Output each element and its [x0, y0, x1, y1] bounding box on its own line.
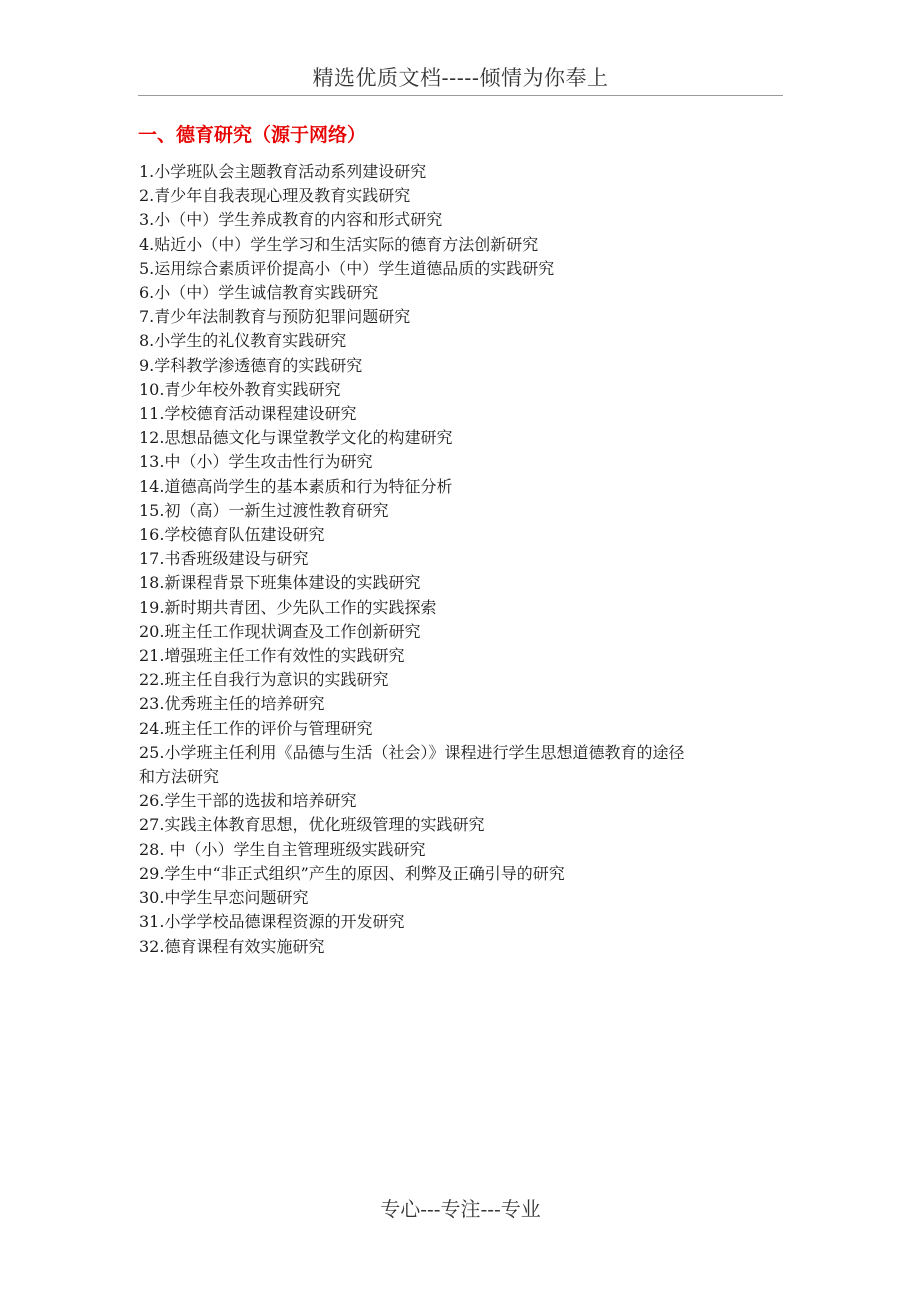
- list-item: 21.增强班主任工作有效性的实践研究: [139, 646, 405, 666]
- list-item: 10.青少年校外教育实践研究: [139, 379, 341, 399]
- topic-list: [139, 160, 789, 959]
- list-item: 15.初（高）一新生过渡性教育研究: [139, 500, 389, 520]
- page-footer: 专心---专注---专业: [380, 1197, 541, 1221]
- list-item: 13.中（小）学生攻击性行为研究: [139, 452, 373, 472]
- list-item: 32.德育课程有效实施研究: [139, 936, 325, 956]
- list-item: 31.小学学校品德课程资源的开发研究: [139, 912, 405, 932]
- list-item: 17.书香班级建设与研究: [139, 549, 309, 569]
- list-item: 5.运用综合素质评价提高小（中）学生道德品质的实践研究: [139, 258, 555, 278]
- list-item: 3.小（中）学生养成教育的内容和形式研究: [139, 210, 443, 230]
- list-item: 27.实践主体教育思想，优化班级管理的实践研究: [139, 815, 485, 835]
- list-item: 30.中学生早恋问题研究: [139, 888, 309, 908]
- section-heading: 一、德育研究（源于网络）: [138, 124, 367, 146]
- list-item: 20.班主任工作现状调查及工作创新研究: [139, 621, 421, 641]
- list-item: 9.学科教学渗透德育的实践研究: [139, 355, 363, 375]
- list-item: 18.新课程背景下班集体建设的实践研究: [139, 573, 421, 593]
- list-item: 14.道德高尚学生的基本素质和行为特征分析: [139, 476, 453, 496]
- list-item: 25.小学班主任利用《品德与生活（社会）》课程进行学生思想道德教育的途径: [139, 742, 685, 762]
- list-item: 4.贴近小（中）学生学习和生活实际的德育方法创新研究: [139, 234, 539, 254]
- list-item: 26.学生干部的选拔和培养研究: [139, 791, 357, 811]
- header-divider: [138, 95, 783, 96]
- list-item: 28. 中（小）学生自主管理班级实践研究: [139, 839, 426, 859]
- list-item: 6.小（中）学生诚信教育实践研究: [139, 283, 379, 303]
- list-item: 24.班主任工作的评价与管理研究: [139, 718, 373, 738]
- list-item: 1.小学班队会主题教育活动系列建设研究: [139, 162, 427, 181]
- list-item: 11.学校德育活动课程建设研究: [139, 404, 357, 424]
- list-item: 19.新时期共青团、少先队工作的实践探索: [139, 597, 437, 617]
- list-item: 2.青少年自我表现心理及教育实践研究: [139, 186, 411, 206]
- list-item: 29.学生中“非正式组织”产生的原因、利弊及正确引导的研究: [139, 863, 565, 883]
- list-item: 8.小学生的礼仪教育实践研究: [139, 331, 347, 351]
- list-item: 7.青少年法制教育与预防犯罪问题研究: [139, 307, 411, 327]
- list-item: 和方法研究: [139, 767, 220, 787]
- list-item: 22.班主任自我行为意识的实践研究: [139, 670, 389, 690]
- page-header: 精选优质文档-----倾情为你奉上: [312, 66, 609, 90]
- list-item: 12.思想品德文化与课堂教学文化的构建研究: [139, 428, 453, 448]
- list-item: 16.学校德育队伍建设研究: [139, 525, 325, 545]
- list-item: 23.优秀班主任的培养研究: [139, 694, 325, 714]
